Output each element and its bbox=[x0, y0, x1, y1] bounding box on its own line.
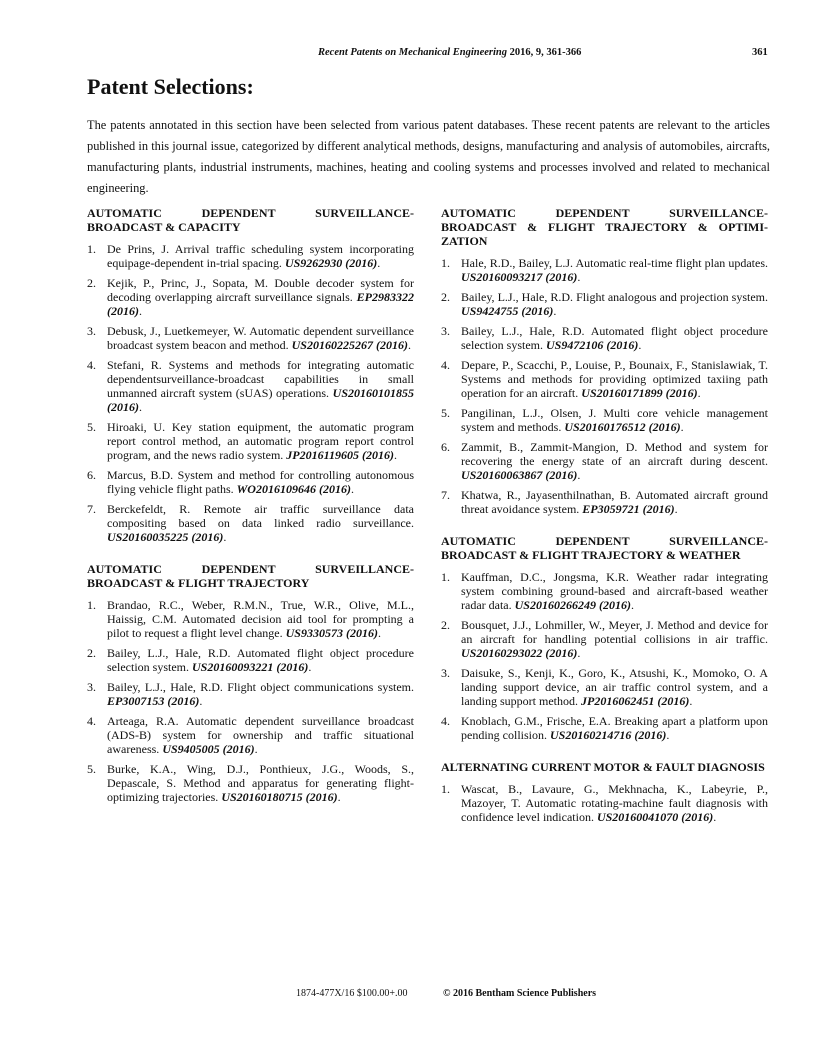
entry-text: Wascat, B., Lavaure, G., Mekhnacha, K., Labeyrie, P., Mazoyer, T. Automatic rotating-machine fault diagnosis with confidence level indication. US20160041070 (2016). bbox=[461, 782, 768, 824]
patent-entry bbox=[87, 324, 414, 352]
entry-description: Marcus, B.D. System and method for controlling autonomous flying vehicle flight paths. bbox=[107, 468, 414, 496]
patent-entry bbox=[87, 680, 414, 708]
patent-entry bbox=[87, 468, 414, 496]
entry-description: Arteaga, R.A. Automatic dependent surveillance broadcast (ADS-B) system for ownership and traffic situational awareness. bbox=[107, 714, 414, 756]
entry-text: Pangilinan, L.J., Olsen, J. Multi core vehicle management system and methods. US20160176512 (2016). bbox=[461, 406, 768, 434]
entry-description: Kauffman, D.C., Jongsma, K.R. Weather radar integrating system combining ground-based and aircraft-based weather radar data. bbox=[461, 570, 768, 612]
patent-entry bbox=[441, 406, 768, 434]
patent-number: US20160035225 (2016) bbox=[107, 530, 224, 544]
patent-entry bbox=[441, 358, 768, 400]
patent-section bbox=[441, 760, 768, 824]
entry-description: Bailey, L.J., Hale, R.D. Flight analogous and projection system. bbox=[461, 290, 768, 304]
patent-number: JP2016119605 (2016) bbox=[286, 448, 394, 462]
patent-number: US20160093221 (2016) bbox=[191, 660, 309, 674]
patent-number: US20160293022 (2016) bbox=[461, 646, 578, 660]
entry-number: 3. bbox=[441, 324, 450, 338]
entry-text: Knoblach, G.M., Frische, E.A. Breaking apart a platform upon pending collision. US20160214716 (2016). bbox=[461, 714, 768, 742]
entry-description: Burke, K.A., Wing, D.J., Ponthieux, J.G., Woods, S., Depascale, S. Method and apparatus for generating flight-optimizing trajectories. bbox=[107, 762, 414, 804]
patent-entry bbox=[87, 242, 414, 270]
entry-text: Debusk, J., Luetkemeyer, W. Automatic dependent surveillance broadcast system beacon and method. US20160225267 (2016). bbox=[107, 324, 414, 352]
patent-entry bbox=[87, 502, 414, 544]
entry-text: Brandao, R.C., Weber, R.M.N., True, W.R., Olive, M.L., Haissig, C.M. Automated decision aid tool for prompting a pilot to request a flight level change. US9330573 (2016). bbox=[107, 598, 414, 640]
entry-number: 6. bbox=[441, 440, 450, 454]
entry-text: Arteaga, R.A. Automatic dependent surveillance broadcast (ADS-B) system for ownership and traffic situational awareness. US9405005 (2016). bbox=[107, 714, 414, 756]
entry-number: 4. bbox=[441, 714, 450, 728]
entry-number: 1. bbox=[441, 256, 450, 270]
patent-entry bbox=[87, 646, 414, 674]
entry-description: Depare, P., Scacchi, P., Louise, P., Bounaix, F., Stanislawiak, T. Systems and methods for providing optimized taxiing path operation for an aircraft. bbox=[461, 358, 768, 400]
entry-number: 4. bbox=[87, 358, 96, 372]
patent-number: US9472106 (2016) bbox=[545, 338, 639, 352]
entry-text: Depare, P., Scacchi, P., Louise, P., Bounaix, F., Stanislawiak, T. Systems and methods for providing optimized taxiing path operation for an aircraft. US20160171899 (2016). bbox=[461, 358, 768, 400]
entry-number: 2. bbox=[87, 646, 96, 660]
entry-description: Khatwa, R., Jayasenthilnathan, B. Automated aircraft ground threat avoidance system. bbox=[461, 488, 768, 516]
entry-number: 3. bbox=[87, 680, 96, 694]
section-heading: AUTOMATIC DEPENDENT SURVEILLANCE-BROADCAST & CAPACITY bbox=[87, 206, 414, 234]
entry-number: 4. bbox=[441, 358, 450, 372]
page-title: Patent Selections: bbox=[87, 74, 254, 99]
entry-text: Bailey, L.J., Hale, R.D. Flight object communications system. EP3007153 (2016). bbox=[107, 680, 414, 708]
entry-description: Brandao, R.C., Weber, R.M.N., True, W.R., Olive, M.L., Haissig, C.M. Automated decision aid tool for prompting a pilot to request a flight level change. bbox=[107, 598, 414, 640]
entry-text: De Prins, J. Arrival traffic scheduling system incorporating equipage-dependent in-trial spacing. US9262930 (2016). bbox=[107, 242, 414, 270]
entry-number: 5. bbox=[87, 762, 96, 776]
patent-section bbox=[441, 206, 768, 516]
entry-text: Bousquet, J.J., Lohmiller, W., Meyer, J. Method and device for an aircraft for handling potential collisions in air traffic. US20160293022 (2016). bbox=[461, 618, 768, 660]
entry-number: 3. bbox=[87, 324, 96, 338]
patent-number: EP3007153 (2016) bbox=[107, 694, 200, 708]
entry-text: Kejik, P., Princ, J., Sopata, M. Double decoder system for decoding overlapping aircraft surveillance signals. EP2983322 (2016). bbox=[107, 276, 415, 318]
entry-number: 2. bbox=[441, 290, 450, 304]
patent-entry bbox=[441, 714, 768, 742]
patent-entry bbox=[441, 256, 768, 284]
entry-text: Marcus, B.D. System and method for controlling autonomous flying vehicle flight paths. WO2016109646 (2016). bbox=[107, 468, 414, 496]
entry-description: Stefani, R. Systems and methods for integrating automatic dependentsurveillance-broadcast capabilities in small unmanned aircraft system (sUAS) operations. bbox=[107, 358, 414, 400]
section-heading: AUTOMATIC DEPENDENT SURVEILLANCE-BROADCAST & FLIGHT TRAJECTORY & OPTIMIZATION bbox=[441, 206, 768, 248]
journal-citation bbox=[318, 47, 581, 58]
entry-number: 7. bbox=[441, 488, 450, 502]
patent-section bbox=[87, 206, 414, 544]
entry-description: Kejik, P., Princ, J., Sopata, M. Double decoder system for decoding overlapping aircraft surveillance signals. bbox=[107, 276, 414, 304]
entry-number: 1. bbox=[441, 570, 450, 584]
entry-description: Knoblach, G.M., Frische, E.A. Breaking apart a platform upon pending collision. bbox=[461, 714, 768, 742]
intro-paragraph: The patents annotated in this section have been selected from various patent databases. These recent patents are relevant to the articles published in this journal issue, categorized by different analytical methods, designs, manufacturing and analysis of automobiles, aircrafts, manufacturing plants, industrial instruments, machines, heating and cooling systems and processes involved and related to mechanical engineering. bbox=[87, 118, 770, 195]
entry-text: Burke, K.A., Wing, D.J., Ponthieux, J.G., Woods, S., Depascale, S. Method and apparatus for generating flight-optimizing trajectories. US20160180715 (2016). bbox=[107, 762, 414, 804]
section-heading: ALTERNATING CURRENT MOTOR & FAULT DIAGNOSIS bbox=[441, 760, 765, 774]
entry-number: 6. bbox=[87, 468, 96, 482]
entry-number: 1. bbox=[441, 782, 450, 796]
entry-description: Bailey, L.J., Hale, R.D. Flight object communications system. bbox=[107, 680, 414, 694]
patent-number: US20160063867 (2016) bbox=[461, 468, 578, 482]
patent-number: WO2016109646 (2016) bbox=[236, 482, 351, 496]
patent-number: US20160225267 (2016) bbox=[291, 338, 408, 352]
entry-description: Daisuke, S., Kenji, K., Goro, K., Atsushi, K., Momoko, O. A landing support device, an air traffic control system, and a landing support method. bbox=[461, 666, 768, 708]
entry-number: 5. bbox=[441, 406, 450, 420]
patent-number: US20160041070 (2016) bbox=[596, 810, 714, 824]
entry-text: Hale, R.D., Bailey, L.J. Automatic real-time flight plan updates. US20160093217 (2016). bbox=[461, 256, 768, 284]
patent-entry bbox=[441, 570, 768, 612]
patent-entry bbox=[441, 440, 768, 482]
patent-number: JP2016062451 (2016) bbox=[581, 694, 690, 708]
entry-text: Bailey, L.J., Hale, R.D. Automated flight object procedure selection system. US20160093221 (2016). bbox=[107, 646, 414, 674]
patent-entry bbox=[441, 666, 768, 708]
entry-description: Hale, R.D., Bailey, L.J. Automatic real-time flight plan updates. bbox=[461, 256, 768, 270]
patent-number: US20160180715 (2016) bbox=[221, 790, 338, 804]
entry-description: Bailey, L.J., Hale, R.D. Automated flight object procedure selection system. bbox=[461, 324, 768, 352]
patent-entry bbox=[87, 276, 414, 318]
patent-number: US20160266249 (2016) bbox=[514, 598, 631, 612]
patent-number: EP3059721 (2016) bbox=[582, 502, 675, 516]
patent-entry bbox=[441, 618, 768, 660]
patent-number: US9330573 (2016) bbox=[285, 626, 378, 640]
entry-number: 1. bbox=[87, 598, 96, 612]
patent-entry bbox=[87, 358, 414, 414]
entry-text: Khatwa, R., Jayasenthilnathan, B. Automated aircraft ground threat avoidance system. EP3059721 (2016). bbox=[461, 488, 768, 516]
entry-text: Stefani, R. Systems and methods for integrating automatic dependentsurveillance-broadcast capabilities in small unmanned aircraft system (sUAS) operations. US20160101855 (2016). bbox=[107, 358, 414, 414]
patent-number: EP2983322 (2016) bbox=[107, 290, 415, 318]
entry-description: Bousquet, J.J., Lohmiller, W., Meyer, J. Method and device for an aircraft for handling potential collisions in air traffic. bbox=[461, 618, 768, 646]
patent-number: US20160171899 (2016) bbox=[581, 386, 698, 400]
patent-number: US20160093217 (2016) bbox=[461, 270, 578, 284]
patent-number: US9405005 (2016) bbox=[162, 742, 255, 756]
entry-number: 5. bbox=[87, 420, 96, 434]
entry-text: Bailey, L.J., Hale, R.D. Flight analogous and projection system. US9424755 (2016). bbox=[461, 290, 768, 318]
page-number: 361 bbox=[752, 47, 768, 58]
entry-description: Bailey, L.J., Hale, R.D. Automated flight object procedure selection system. bbox=[107, 646, 414, 674]
patent-entry bbox=[87, 762, 414, 804]
patent-entry bbox=[441, 290, 768, 318]
entry-description: Hiroaki, U. Key station equipment, the automatic program report control method, an automatic program report control program, and the news radio system. bbox=[107, 420, 414, 462]
patent-entry bbox=[441, 324, 768, 352]
entry-text: Kauffman, D.C., Jongsma, K.R. Weather radar integrating system combining ground-based and aircraft-based weather radar data. US20160266249 (2016). bbox=[461, 570, 768, 612]
section-heading: AUTOMATIC DEPENDENT SURVEILLANCE-BROADCAST & FLIGHT TRAJECTORY bbox=[87, 562, 414, 590]
entry-text: Bailey, L.J., Hale, R.D. Automated flight object procedure selection system. US9472106 (2016). bbox=[461, 324, 768, 352]
patent-entry bbox=[87, 714, 414, 756]
left-column bbox=[87, 206, 414, 822]
entry-text: Zammit, B., Zammit-Mangion, D. Method and system for recovering the energy state of an aircraft during descent. US20160063867 (2016). bbox=[461, 440, 768, 482]
issn-price: 1874-477X/16 $100.00+.00 bbox=[296, 988, 408, 999]
entry-text: Hiroaki, U. Key station equipment, the automatic program report control method, an automatic program report control program, and the news radio system. JP2016119605 (2016). bbox=[107, 420, 414, 462]
entry-number: 1. bbox=[87, 242, 96, 256]
copyright: © 2016 Bentham Science Publishers bbox=[443, 988, 597, 999]
entry-description: Berckefeldt, R. Remote air traffic surveillance data compositing based on data linked radio surveillance. bbox=[107, 502, 414, 530]
patent-entry bbox=[441, 782, 768, 824]
entry-number: 2. bbox=[441, 618, 450, 632]
patent-number: US20160101855 (2016) bbox=[107, 386, 414, 414]
entry-description: Zammit, B., Zammit-Mangion, D. Method and system for recovering the energy state of an aircraft during descent. bbox=[461, 440, 768, 468]
patent-entry bbox=[87, 420, 414, 462]
entry-description: Pangilinan, L.J., Olsen, J. Multi core vehicle management system and methods. bbox=[461, 406, 768, 434]
volume-info: 2016, 9, 361-366 bbox=[509, 47, 582, 58]
section-heading: AUTOMATIC DEPENDENT SURVEILLANCE-BROADCAST & FLIGHT TRAJECTORY & WEATHER bbox=[441, 534, 768, 562]
patent-entry bbox=[87, 598, 414, 640]
entry-number: 7. bbox=[87, 502, 96, 516]
patent-section bbox=[87, 562, 414, 804]
entry-number: 3. bbox=[441, 666, 450, 680]
entry-text: Berckefeldt, R. Remote air traffic surveillance data compositing based on data linked radio surveillance. US20160035225 (2016). bbox=[107, 502, 414, 544]
patent-number: US20160176512 (2016) bbox=[564, 420, 681, 434]
entry-description: Debusk, J., Luetkemeyer, W. Automatic dependent surveillance broadcast system beacon and method. bbox=[107, 324, 414, 352]
patent-number: US9262930 (2016) bbox=[284, 256, 378, 270]
patent-number: US20160214716 (2016) bbox=[550, 728, 667, 742]
entry-number: 4. bbox=[87, 714, 96, 728]
entry-text: Daisuke, S., Kenji, K., Goro, K., Atsushi, K., Momoko, O. A landing support device, an air traffic control system, and a landing support method. JP2016062451 (2016). bbox=[461, 666, 768, 708]
entry-description: De Prins, J. Arrival traffic scheduling system incorporating equipage-dependent in-trial spacing. bbox=[107, 242, 414, 270]
patent-number: US9424755 (2016) bbox=[461, 304, 554, 318]
entry-description: Wascat, B., Lavaure, G., Mekhnacha, K., Labeyrie, P., Mazoyer, T. Automatic rotating-machine fault diagnosis with confidence level indication. bbox=[461, 782, 768, 824]
patent-section bbox=[441, 534, 768, 742]
patent-entry bbox=[441, 488, 768, 516]
journal-name: Recent Patents on Mechanical Engineering bbox=[318, 47, 508, 58]
entry-number: 2. bbox=[87, 276, 96, 290]
right-column bbox=[441, 206, 768, 842]
